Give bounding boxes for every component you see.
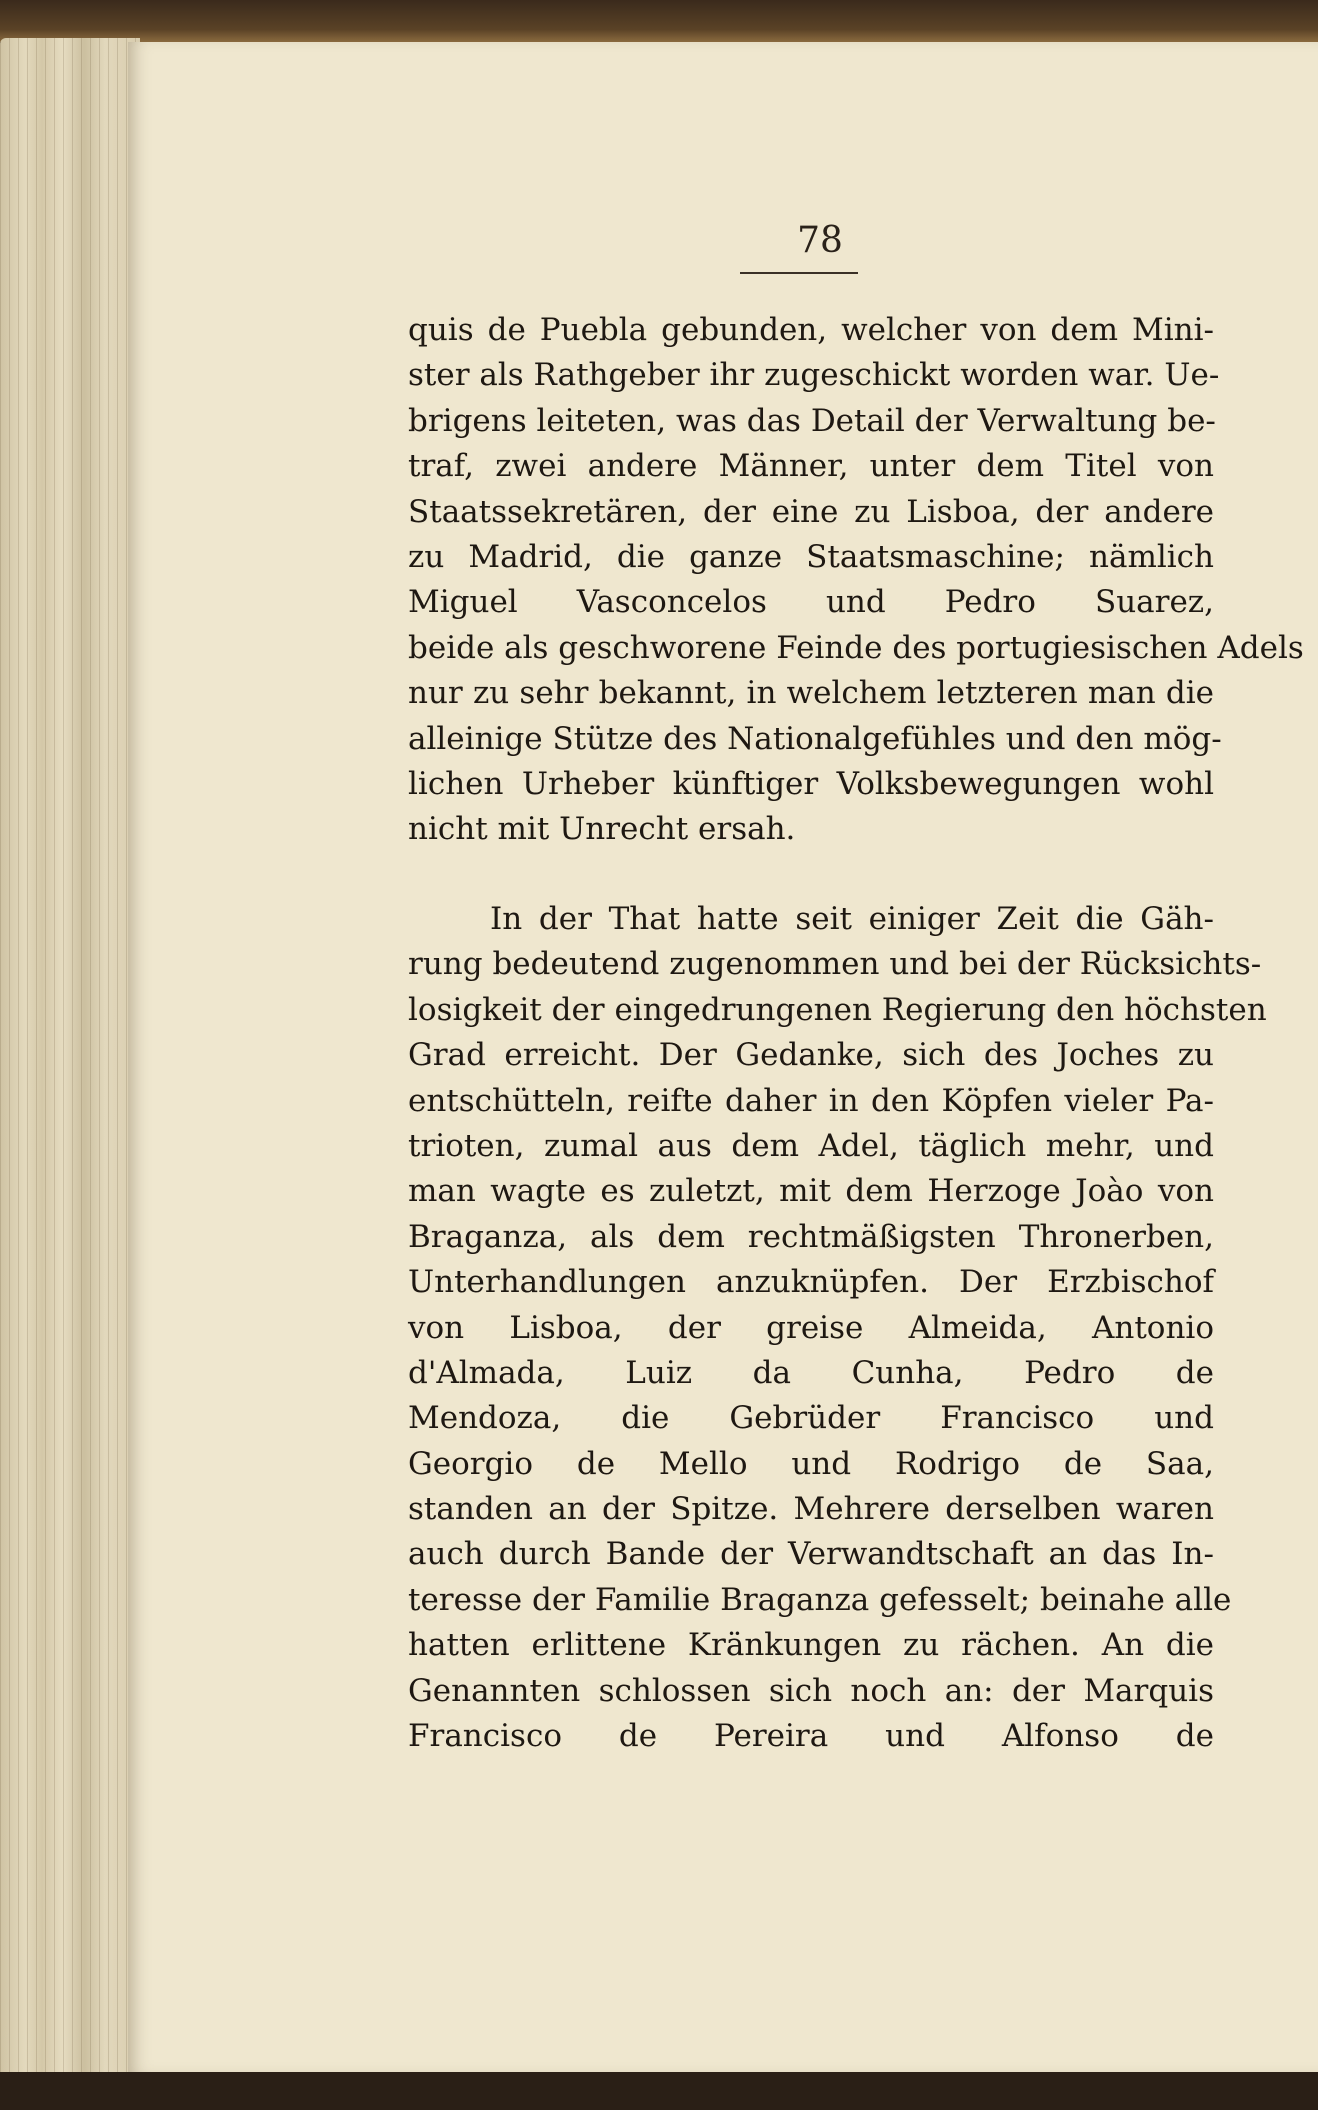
paragraph-2 <box>408 897 1267 1759</box>
top-edge <box>0 0 1318 42</box>
text-line: hatten erlittene Kränkungen zu rächen. An die <box>408 1627 1214 1664</box>
text-line: trioten, zumal aus dem Adel, täglich mehr, und <box>408 1127 1214 1164</box>
text-line: von Lisboa, der greise Almeida, Antonio <box>408 1309 1214 1346</box>
text-line: teresse der Familie Braganza gefesselt; beinahe alle <box>408 1581 1232 1618</box>
text-line: Genannten schlossen sich noch an: der Marquis <box>408 1672 1214 1709</box>
text-line: man wagte es zuletzt, mit dem Herzoge Joào von <box>408 1173 1214 1210</box>
header-rule <box>740 272 858 274</box>
text-line: auch durch Bande der Verwandtschaft an das In- <box>408 1536 1214 1573</box>
text-line: nur zu sehr bekannt, in welchem letzteren man die <box>408 675 1214 712</box>
text-line: Unterhandlungen anzuknüpfen. Der Erzbischof <box>408 1264 1214 1301</box>
text-line: ster als Rathgeber ihr zugeschickt worden war. Ue- <box>408 357 1220 394</box>
text-line: rung bedeutend zugenommen und bei der Rücksichts- <box>408 946 1262 983</box>
text-line: alleinige Stütze des Nationalgefühles und den mög- <box>408 720 1222 757</box>
text-line: Georgio de Mello und Rodrigo de Saa, <box>408 1445 1214 1482</box>
text-line: quis de Puebla gebunden, welcher von dem Mini- <box>408 312 1214 348</box>
text-line: losigkeit der eingedrungenen Regierung den höchsten <box>408 991 1267 1028</box>
text-line: entschütteln, reifte daher in den Köpfen vieler Pa- <box>408 1082 1214 1119</box>
text-line: In der That hatte seit einiger Zeit die Gäh- <box>490 901 1214 937</box>
text-line: standen an der Spitze. Mehrere derselben waren <box>408 1491 1214 1528</box>
text-line: Miguel Vasconcelos und Pedro Suarez, <box>408 584 1214 621</box>
text-line: beide als geschworene Feinde des portugiesischen Adels <box>408 629 1304 666</box>
page-stack-edges <box>0 38 140 2078</box>
text-line: Francisco de Pereira und Alfonso de <box>408 1718 1214 1755</box>
text-line: traf, zwei andere Männer, unter dem Titel von <box>408 448 1214 485</box>
text-line: nicht mit Unrecht ersah. <box>408 811 796 848</box>
bottom-edge <box>0 2072 1318 2110</box>
text-line: lichen Urheber künftiger Volksbewegungen wohl <box>408 765 1214 802</box>
text-line: Grad erreicht. Der Gedanke, sich des Joches zu <box>408 1037 1214 1074</box>
text-line: zu Madrid, die ganze Staatsmaschine; nämlich <box>408 538 1214 575</box>
text-line: brigens leiteten, was das Detail der Verwaltung be- <box>408 402 1216 439</box>
text-line: d'Almada, Luiz da Cunha, Pedro de <box>408 1354 1214 1391</box>
page-number: 78 <box>797 220 843 261</box>
text-line: Mendoza, die Gebrüder Francisco und <box>408 1400 1214 1437</box>
text-line: Staatssekretären, der eine zu Lisboa, der andere <box>408 493 1214 530</box>
paragraph-1 <box>408 308 1304 853</box>
text-line: Braganza, als dem rechtmäßigsten Thronerben, <box>408 1218 1214 1255</box>
